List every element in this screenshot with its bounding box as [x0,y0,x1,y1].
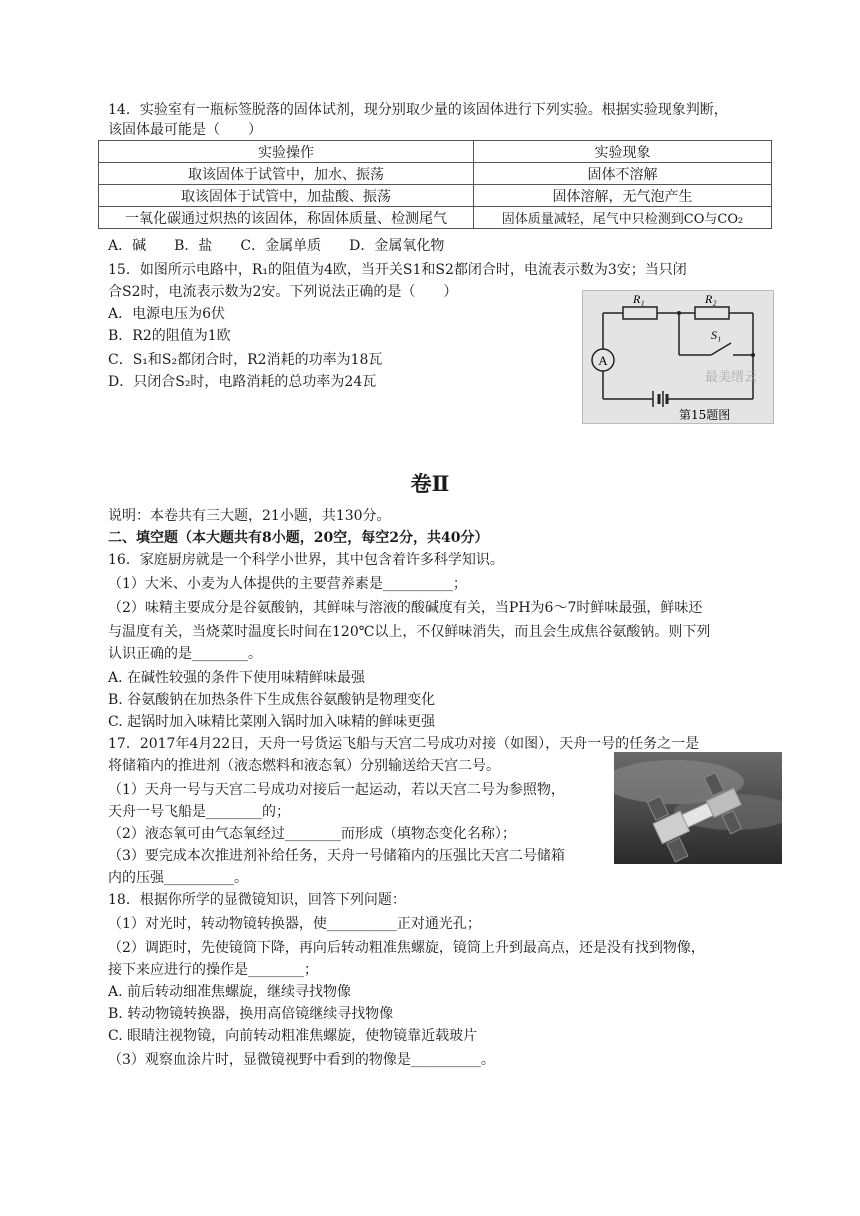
q16-stem: 16．家庭厨房就是一个科学小世界，其中包含着许多科学知识。 [108,552,504,568]
table-cell: 一氧化碳通过炽热的该固体，称固体质量、检测尾气 [99,207,474,229]
docking-photo [614,752,782,864]
q17-stem-line1: 17．2017年4月22日，天舟一号货运飞船与天宫二号成功对接（如图），天舟一号的任务之一是 [108,736,700,752]
table-header-cell: 实验现象 [474,141,772,163]
circuit-diagram [583,291,773,423]
q18-option-a: A. 前后转动细准焦螺旋，继续寻找物像 [108,984,352,1000]
table-row [99,185,772,207]
q15-stem-line2: 合S2时，电流表示数为2安。下列说法正确的是（ ） [108,284,458,300]
q18-part2-line1: （2）调距时，先使镜筒下降，再向后转动粗准焦螺旋，镜筒上升到最高点，还是没有找到物像， [108,940,705,956]
q14-stem-line1: 14．实验室有一瓶标签脱落的固体试剂，现分别取少量的该固体进行下列实验。根据实验现象判断， [108,102,728,118]
table-cell: 固体不溶解 [474,163,772,185]
section-title: 卷Ⅱ [410,471,450,496]
q14-stem-line2: 该固体最可能是（ ） [108,122,262,138]
q18-stem: 18．根据你所学的显微镜知识，回答下列问题： [108,892,406,908]
resistor-r2 [695,307,729,319]
table-header-cell: 实验操作 [99,141,474,163]
section-note: 说明：本卷共有三大题，21小题，共130分。 [108,508,391,524]
q18-part2-line2: 接下来应进行的操作是________； [108,962,318,978]
table-cell: 固体溶解，无气泡产生 [474,185,772,207]
q16-part1: （1）大米、小麦为人体提供的主要营养素是__________； [108,576,467,592]
q18-part1: （1）对光时，转动物镜转换器，使__________正对通光孔； [108,916,481,932]
q15-option-c: C．S₁和S₂都闭合时，R2消耗的功率为18瓦 [108,352,383,368]
s1-label: S₁ [711,328,722,342]
table-row [99,207,772,229]
q18-option-b: B. 转动物镜转换器，换用高倍镜继续寻找物像 [108,1006,394,1022]
q14-experiment-table [98,140,772,229]
ammeter-label: A [598,353,608,368]
table-cell: 取该固体于试管中，加水、振荡 [99,163,474,185]
watermark-text: 最美缙云 [705,370,758,385]
q15-option-b: B．R2的阻值为1欧 [108,328,231,344]
q17-part2: （2）液态氧可由气态氧经过________而形成（填物态变化名称）； [108,826,516,842]
q16-part2-line2: 与温度有关，当烧菜时温度长时间在120℃以上，不仅鲜味消失，而且会生成焦谷氨酸钠。则下列 [108,624,711,640]
q16-part2-line1: （2）味精主要成分是谷氨酸钠，其鲜味与溶液的酸碱度有关，当PH为6～7时鲜味最强，鲜味还 [108,600,703,616]
resistor-r1 [623,307,657,319]
section-heading: 二、填空题（本大题共有8小题，20空，每空2分，共40分） [108,530,489,546]
q17-part1-line2: 天舟一号飞船是________的； [108,804,290,820]
q17-part3-line2: 内的压强__________。 [108,870,248,886]
q16-option-b: B. 谷氨酸钠在加热条件下生成焦谷氨酸钠是物理变化 [108,692,436,708]
q15-option-d: D．只闭合S₂时，电路消耗的总功率为24瓦 [108,374,377,390]
r1-label: R₁ [633,292,645,306]
figure-caption: 第15题图 [679,408,731,422]
q15-option-a: A．电源电压为6伏 [108,306,226,322]
q17-stem-line2: 将储箱内的推进剂（液态燃料和液态氧）分别输送给天宫二号。 [108,758,500,774]
r2-label: R₂ [705,292,717,306]
q15-circuit-figure [582,290,774,424]
table-cell: 固体质量减轻，尾气中只检测到CO与CO₂ [474,207,772,229]
q18-option-c: C. 眼睛注视物镜，向前转动粗准焦螺旋，使物镜靠近载玻片 [108,1028,478,1044]
q17-part1-line1: （1）天舟一号与天宫二号成功对接后一起运动，若以天宫二号为参照物， [108,782,565,798]
table-row [99,163,772,185]
q18-part3: （3）观察血涂片时，显微镜视野中看到的物像是__________。 [108,1052,495,1068]
table-cell: 取该固体于试管中，加盐酸、振荡 [99,185,474,207]
q14-options: A．碱 B．盐 C．金属单质 D．金属氧化物 [108,238,445,254]
q15-stem-line1: 15．如图所示电路中，R₁的阻值为4欧，当开关S1和S2都闭合时，电流表示数为3安；当只闭 [108,262,687,278]
table-header-row [99,141,772,163]
q16-option-a: A. 在碱性较强的条件下使用味精鲜味最强 [108,670,366,686]
q16-part2-line3: 认识正确的是________。 [108,646,262,662]
q17-spacecraft-photo [614,752,782,864]
q17-part3-line1: （3）要完成本次推进剂补给任务，天舟一号储箱内的压强比天宫二号储箱 [108,848,565,864]
q16-option-c: C. 起锅时加入味精比菜刚入锅时加入味精的鲜味更强 [108,714,436,730]
